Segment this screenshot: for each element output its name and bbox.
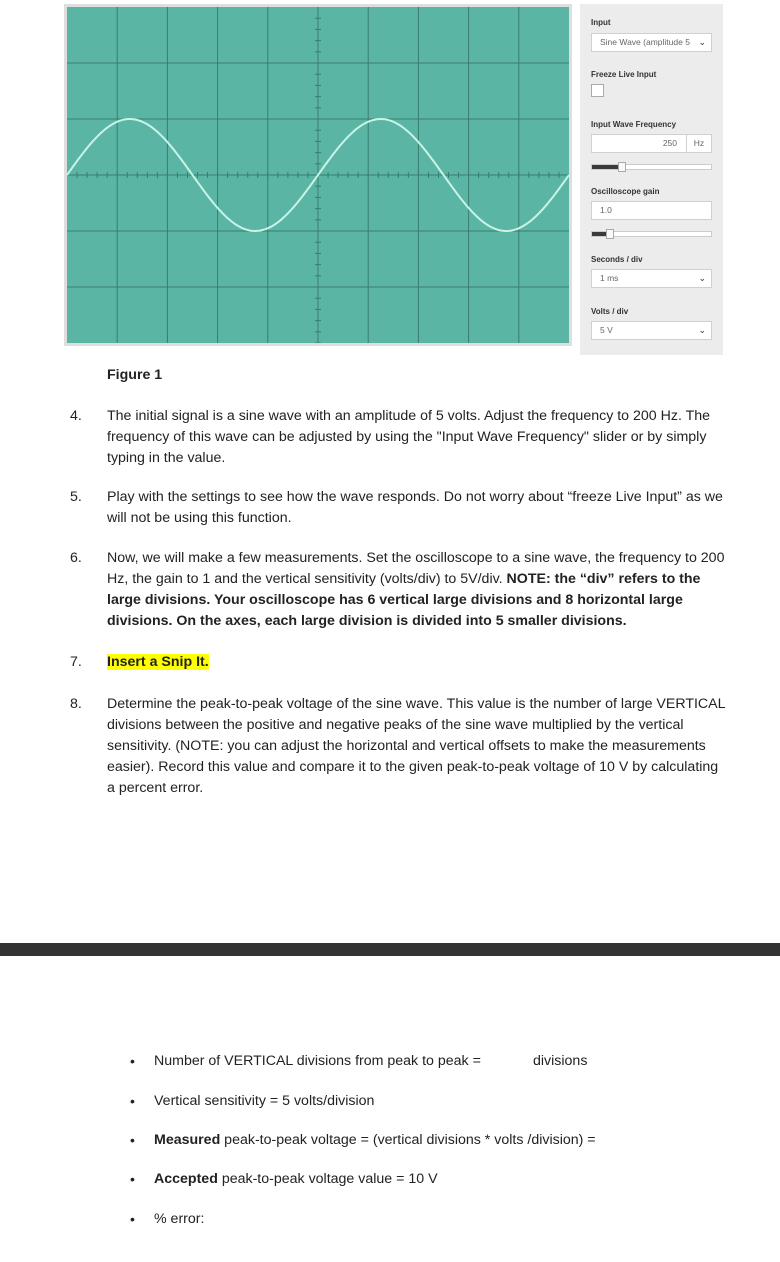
bullet-divisions-suffix: divisions [533,1053,588,1069]
bullet-dot: • [130,1132,135,1148]
step-number: 7. [70,654,82,670]
input-label: Input [591,18,611,27]
volts-per-div-label: Volts / div [591,307,629,316]
oscilloscope-screen [64,4,572,346]
step-number: 8. [70,696,82,712]
bullet-dot: • [130,1171,135,1187]
frequency-value: 250 [662,138,677,148]
chevron-down-icon: ⌄ [698,325,706,335]
bullet-divisions: Number of VERTICAL divisions from peak to peak = [154,1053,481,1069]
gain-slider[interactable] [591,231,712,237]
measured-rest: peak-to-peak voltage = (vertical divisions * volts /division) = [220,1132,596,1148]
frequency-label: Input Wave Frequency [591,120,677,129]
input-select-value: Sine Wave (amplitude 5 [600,37,690,47]
frequency-slider-handle[interactable] [618,162,626,172]
figure-caption: Figure 1 [107,367,163,383]
accepted-bold: Accepted [154,1171,218,1187]
step-6-note: NOTE: the “div” refers to the large divisions. Your oscilloscope has 6 vertical large divisions and 8 horizontal large divisions. On the axes, each large division is divided into 5 smaller divisions. [107,571,701,629]
step-number: 4. [70,408,82,424]
bullet-dot: • [130,1211,135,1227]
accepted-rest: peak-to-peak voltage value = 10 V [217,1171,438,1187]
bullet-percent-error: % error: [154,1211,205,1227]
chevron-down-icon: ⌄ [698,273,706,283]
bullet-dot: • [130,1093,135,1109]
seconds-per-div-label: Seconds / div [591,255,643,264]
chevron-down-icon: ⌄ [698,37,706,47]
bullet-measured [154,1132,596,1148]
freeze-live-input-checkbox[interactable] [591,84,604,97]
bullet-dot: • [130,1053,135,1069]
volts-per-div-value: 5 V [600,325,613,335]
step-number: 5. [70,489,82,505]
volts-per-div-select[interactable] [591,321,712,340]
measured-bold: Measured [154,1132,221,1148]
step-6 [0,548,780,638]
step-text [107,548,727,632]
input-select[interactable] [591,33,712,52]
step-text: Determine the peak-to-peak voltage of the sine wave. This value is the number of large VERTICAL divisions between the positive and negative peaks of the sine wave multiplied by the vertical sensitivity. (NOTE: you can adjust the horizontal and vertical offsets to make the measurements easier). Record this value and compare it to the given peak-to-peak voltage of 10 V by calculating a percent error. [107,696,726,796]
gain-slider-handle[interactable] [606,229,614,239]
seconds-per-div-select[interactable] [591,269,712,288]
bullet-sensitivity: Vertical sensitivity = 5 volts/division [154,1093,375,1109]
step-6-plain: Now, we will make a few measurements. Set the oscilloscope to a sine wave, the frequency to 200 Hz, the gain to 1 and the vertical sensitivity (volts/div) to 5V/div. [107,550,725,587]
step-7 [0,652,780,676]
page-divider [0,943,780,956]
step-5 [0,487,780,537]
step-8 [0,694,780,804]
step-text: Play with the settings to see how the wave responds. Do not worry about “freeze Live Input” as we will not be using this function. [107,489,723,526]
oscilloscope-control-panel [580,4,723,355]
gain-input[interactable] [591,201,712,220]
step-number: 6. [70,550,82,566]
seconds-per-div-value: 1 ms [600,273,619,283]
frequency-unit: Hz [686,135,711,152]
frequency-slider[interactable] [591,164,712,170]
snip-it-highlight: Insert a Snip It. [107,654,209,670]
freeze-label: Freeze Live Input [591,70,657,79]
gain-value: 1.0 [600,205,612,215]
bullet-accepted [154,1171,438,1187]
oscilloscope-display [67,7,569,343]
step-text: The initial signal is a sine wave with an amplitude of 5 volts. Adjust the frequency to 200 Hz. The frequency of this wave can be adjusted by using the "Input Wave Frequency" slider or by simply typing in the value. [107,408,711,466]
frequency-input[interactable] [591,134,712,153]
step-4 [0,406,780,486]
gain-label: Oscilloscope gain [591,187,660,196]
